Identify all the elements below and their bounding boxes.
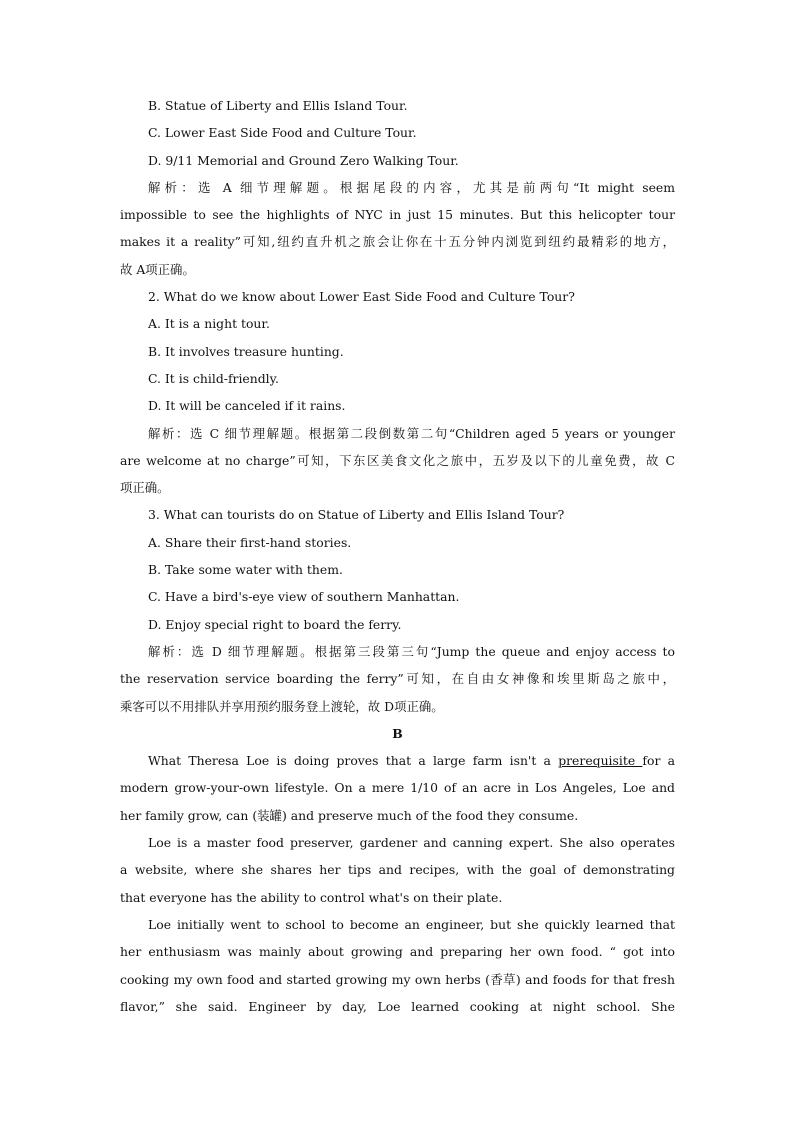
passage-p1-text-pre: What Theresa Loe is doing proves that a large farm isn't a: [148, 753, 559, 769]
q1-answer-line-1: 解析：选 A 细节理解题。根据尾段的内容，尤其是前两句“It might seem: [148, 179, 675, 195]
passage-p3-line-3: cooking my own food and started growing my own herbs (香草) and foods for that fresh: [120, 971, 675, 987]
q3-option-c: C. Have a bird's-eye view of southern Manhattan.: [148, 589, 460, 605]
passage-p2-line-2: a website, where she shares her tips and recipes, with the goal of demonstrating: [120, 862, 675, 878]
passage-p1-line-1: [120, 747, 675, 774]
q3-option-b: B. Take some water with them.: [148, 562, 343, 578]
passage-p2-line-1: Loe is a master food preserver, gardener and canning expert. She also operates: [148, 835, 675, 851]
q3-option-d: D. Enjoy special right to board the ferry.: [148, 616, 402, 632]
q2-answer-line-3: 项正确。: [120, 480, 170, 496]
q3-answer-line-1: 解析：选 D 细节理解题。根据第三段第三句“Jump the queue and enjoy access to: [148, 643, 675, 659]
q2-option-b: B. It involves treasure hunting.: [148, 343, 344, 359]
passage-p3-line-1: Loe initially went to school to become an engineer, but she quickly learned that: [148, 916, 675, 932]
q1-option-c: C. Lower East Side Food and Culture Tour.: [148, 125, 417, 141]
q1-option-b: B. Statue of Liberty and Ellis Island Tour.: [148, 98, 408, 113]
passage-p1-line-2: modern grow-your-own lifestyle. On a mere 1/10 of an acre in Los Angeles, Loe and: [120, 780, 675, 796]
q2-option-c: C. It is child-friendly.: [148, 370, 279, 386]
q1-option-d: D. 9/11 Memorial and Ground Zero Walking Tour.: [148, 152, 459, 168]
q3-answer-line-2: the reservation service boarding the ferry”可知，在自由女神像和埃里斯岛之旅中，: [120, 671, 675, 687]
section-heading: B: [392, 725, 403, 741]
q2-answer-line-1: 解析：选 C 细节理解题。根据第二段倒数第二句“Children aged 5 years or younger: [148, 425, 675, 441]
q3-option-a: A. Share their first-hand stories.: [148, 534, 352, 550]
document-page: [120, 92, 675, 1020]
q2-option-a: A. It is a night tour.: [148, 316, 270, 332]
q2-option-d: D. It will be canceled if it rains.: [148, 398, 346, 414]
passage-p3-line-2: her enthusiasm was mainly about growing and preparing her own food. “ got into: [120, 944, 675, 960]
passage-p2-line-3: that everyone has the ability to control what's on their plate.: [120, 889, 503, 905]
q1-answer-line-2: impossible to see the highlights of NYC in just 15 minutes. But this helicopter tour: [120, 207, 675, 223]
q1-answer-line-3: makes it a reality”可知,纽约直升机之旅会让你在十五分钟内浏览到纽约最精彩的地方，: [120, 234, 675, 250]
q2-answer-line-2: are welcome at no charge”可知，下东区美食文化之旅中，五岁及以下的儿童免费，故 C: [120, 452, 675, 468]
q3-question: 3. What can tourists do on Statue of Liberty and Ellis Island Tour?: [148, 507, 565, 523]
passage-p1-text-post: for a: [642, 753, 676, 769]
underlined-word: prerequisite: [558, 753, 643, 769]
q3-answer-line-3: 乘客可以不用排队并享用预约服务登上渡轮，故 D项正确。: [120, 698, 444, 714]
q1-answer-line-4: 故 A项正确。: [120, 261, 195, 277]
passage-p3-line-4: flavor,” she said. Engineer by day, Loe learned cooking at night school. She: [120, 998, 675, 1014]
q2-question: 2. What do we know about Lower East Side Food and Culture Tour?: [148, 289, 575, 305]
passage-p1-line-3: her family grow, can (装罐) and preserve much of the food they consume.: [120, 807, 579, 823]
